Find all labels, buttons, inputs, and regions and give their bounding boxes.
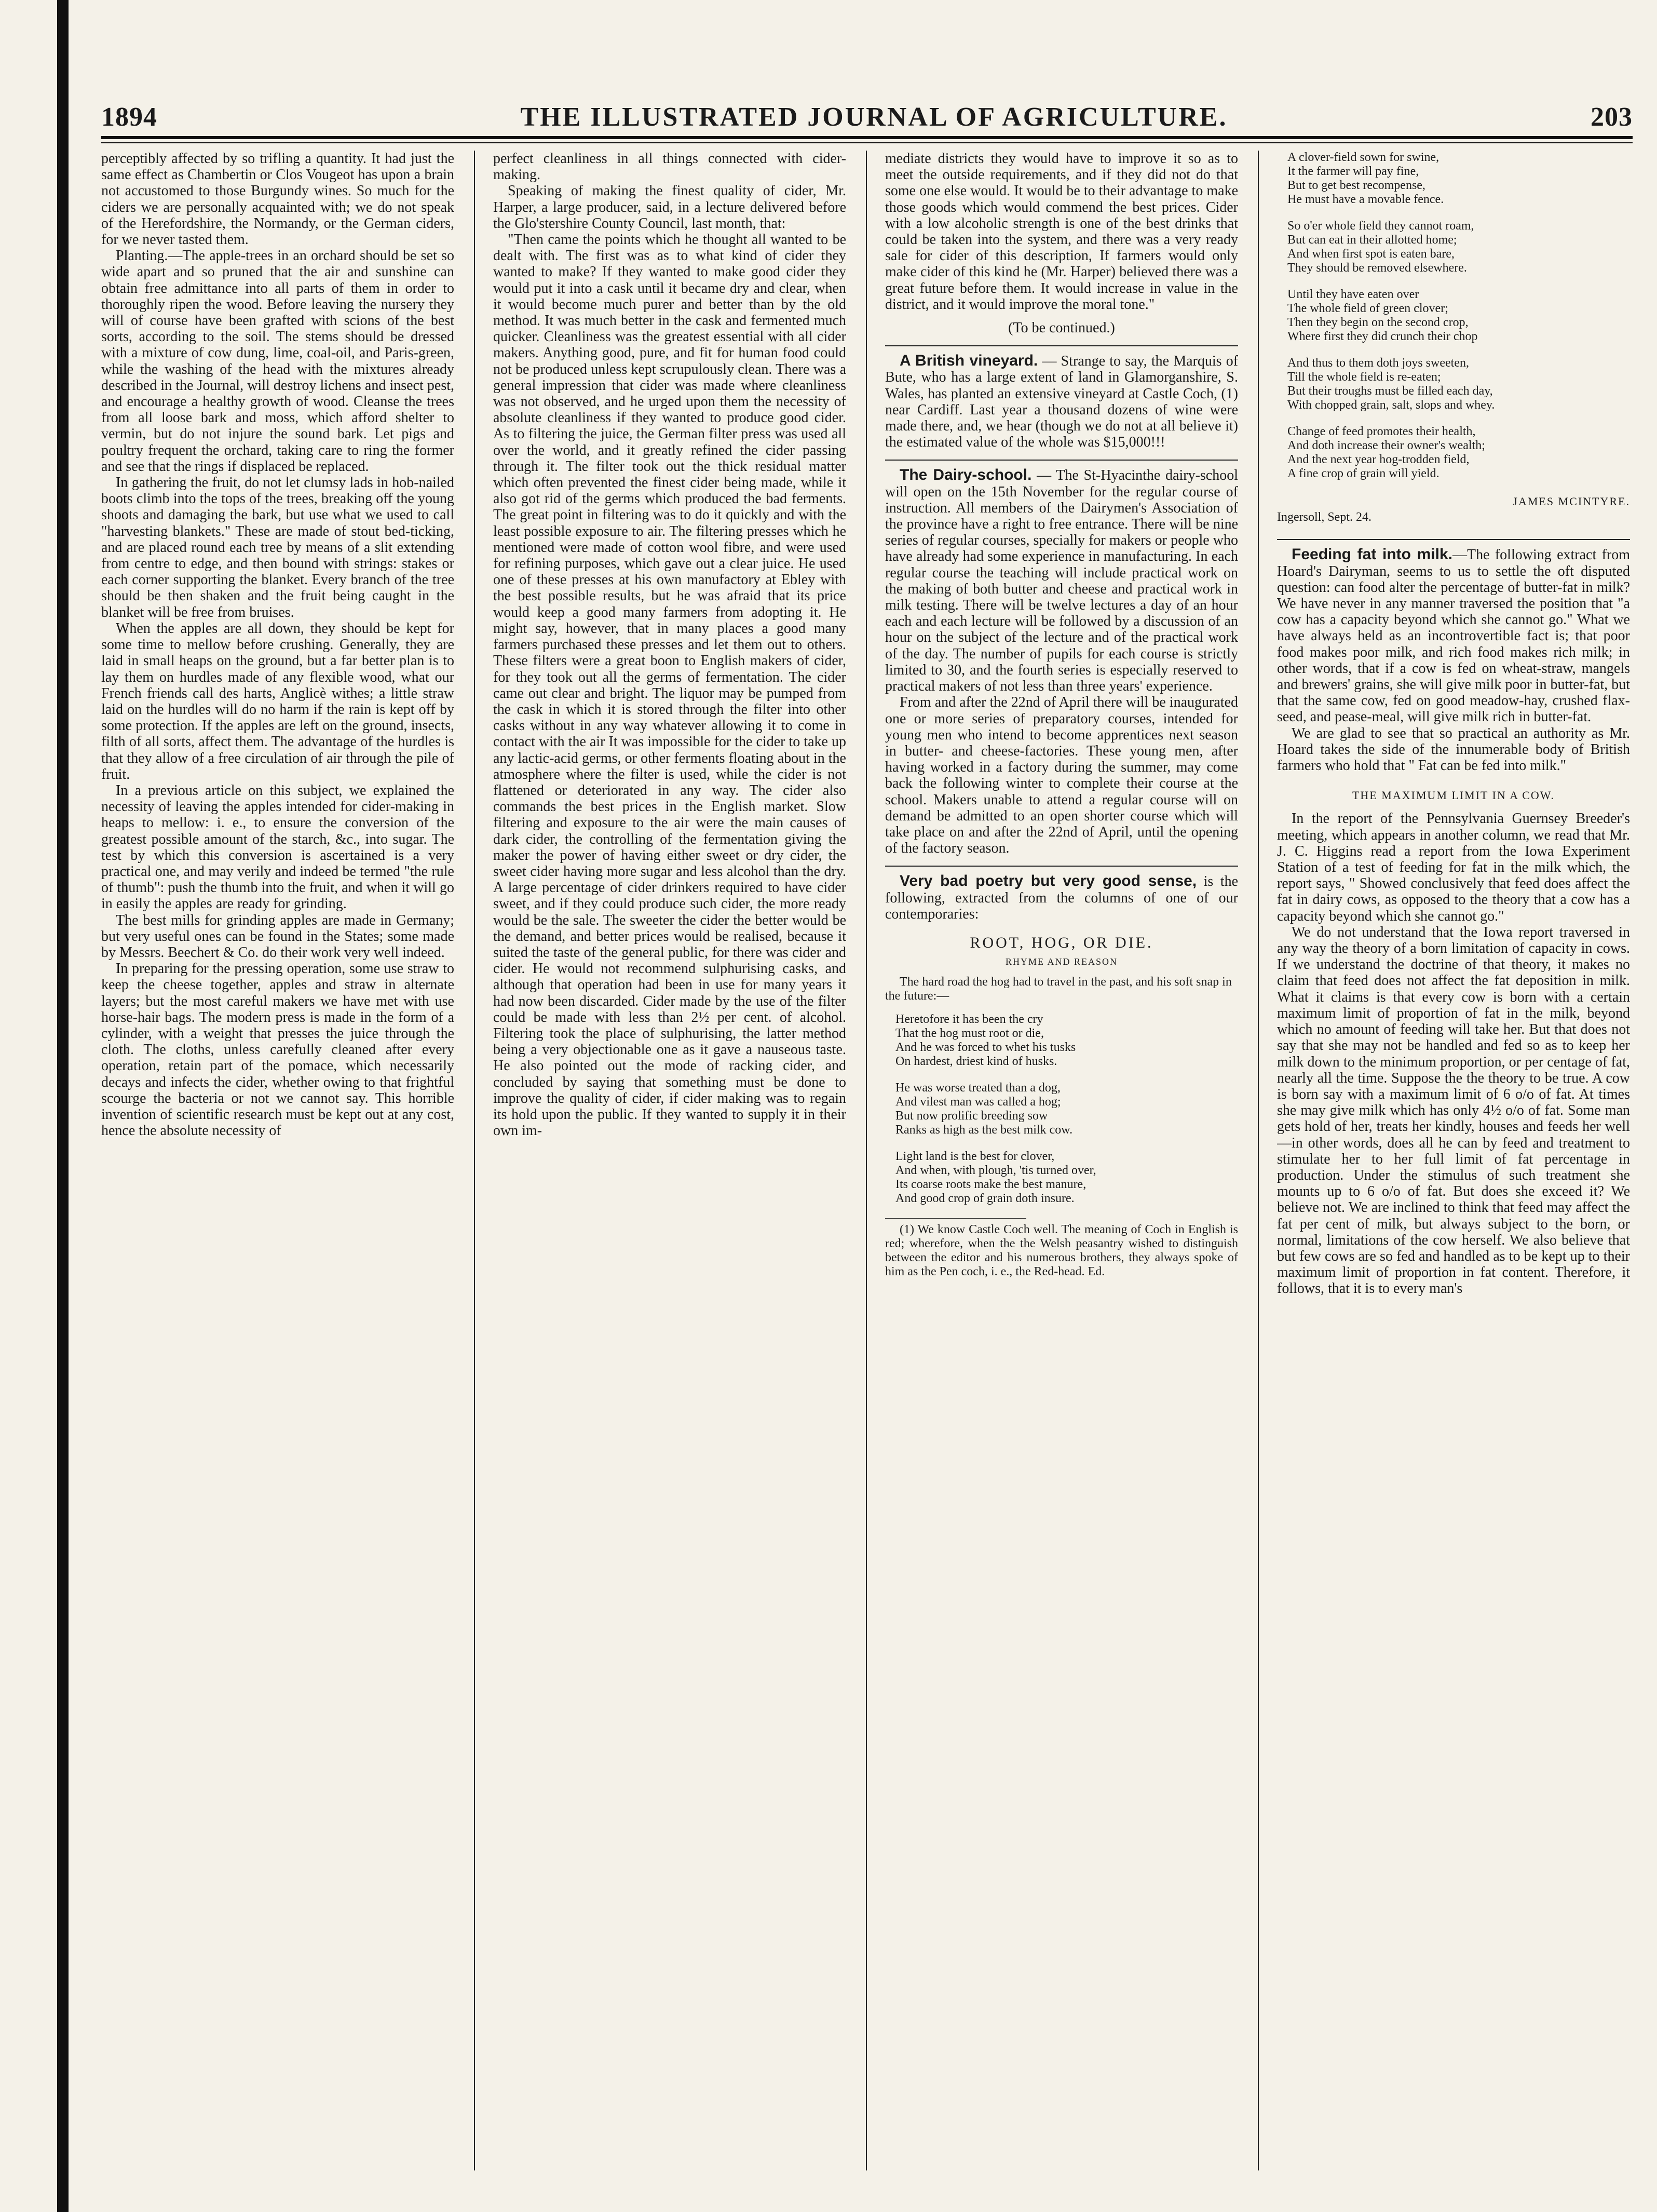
headline-vineyard: A British vineyard. [900,352,1038,370]
dairy-school-text: — The St-Hyacinthe dairy-school will open on the 15th November for the regular course of instruction. All members of the Dairymen's Association of the province have a right to free entrance. There will be nine series of regular courses, specially for makers or people who have already had some experience in manufacturing. In each regular course the teaching will include practical work on the making of both butter and cheese and practical work in milk testing. There will be twelve lectures a day of an hour each and each lecture will be followed by a discussion of an hour on the subject of the lecture and of the practical work of the day. The number of pupils for each course is strictly limited to 30, and the fourth series is especially reserved to practical makers of not less than three years' experience. [885,467,1238,695]
paragraph: In a previous article on this subject, we explained the necessity of leaving the apples intended for cider-making in heaps to mellow: i. e., to ensure the conversion of the greatest possible amount of the starch, &c., into sugar. The test by which this conversion is ascertained is a very practical one, and may verily and indeed be termed "the rule of thumb": push the thumb into the fruit, and when it will go in easily the apples are ready for grinding. [101,782,454,912]
footnote: (1) We know Castle Coch well. The meaning of Coch in English is red; wherefore, when the the Welsh peasantry wished to distinguish between the editor and his numerous brothers, they always spoke of him as the Pen coch, i. e., the Red-head. Ed. [885,1223,1238,1279]
paragraph-pressing: In preparing for the pressing operation, some use straw to keep the cheese together, apples and straw in alternate layers; but the most careful makers we have met with use horse-hair bags. The modern press is made in the form of a cylinder, with a weight that presses the juice through the cloth. The cloths, unless carefully cleaned after every operation, retain part of the pomace, which necessarily decays and infects the cider, whether owing to that frightful scourge the bacteria or not we cannot say. This horrible invention of scientific research must be kept out at any cost, hence the absolute necessity of [101,961,454,1139]
dateline: Ingersoll, Sept. 24. [1277,510,1371,524]
header-rule-thick [101,136,1633,139]
paragraph: perfect cleanliness in all things connected with cider-making. [493,151,846,183]
poem-subtitle: RHYME AND REASON [1005,956,1118,967]
stanza [1287,425,1630,481]
column-2 [493,151,846,2176]
stanza-text: A clover-field sown for swine, It the farmer will pay fine, But to get best recompense, He must have a movable fence. [1287,151,1444,206]
subheading-maximum-limit: THE MAXIMUM LIMIT IN A COW. [1352,789,1555,802]
stanza [1287,356,1630,412]
footnote-rule [885,1218,1026,1219]
article-feeding-fat [1277,546,1630,725]
page-number: 203 [1591,102,1633,132]
stanza-text: Light land is the best for clover, And when, with plough, 'tis turned over, Its coarse roots make the best manure, And good crop of grain doth insure. [895,1150,1096,1206]
section-rule [1277,539,1630,540]
paragraph: We do not understand that the Iowa report traversed in any way the theory of a born limitation of capacity in cows. If we understand the doctrine of that theory, it makes no claim that feed does not affect the fat deposition in milk. What it claims is that every cow is born with a certain maximum limit of proportion of fat in the milk, beyond which no amount of feeding will take her. But that does not say that she may not be handled and fed so as to keep her milk down to the minimum proportion, or per centage of fat, nearly all the time. Suppose the the theory to be true. A cow is born say with a maximum limit of 6 o/o of fat. At times she may give milk which has only 4½ o/o of fat. Some man gets hold of her, treats her kindly, houses and feeds her well—in other words, does all he can by feed and treatment to stimulate her to her full limit of fat percentage in production. Under the stimulus of such treatment she mounts up to 6 o/o of fat. But does she exceed it? We believe not. We are inclined to think that feed may affect the fat per cent of milk, but always subject to the born, or normal, limitations of the cow herself. We also believe that but few cows are so fed and handled as to be kept up to their maximum limit of proportion in fat content. Therefore, it follows, that it is to every man's [1277,924,1630,1297]
paragraph: Speaking of making the finest quality of cider, Mr. Harper, a large producer, said, in a lecture delivered before the Glo'stershire County Council, last month, that: [493,183,846,232]
vineyard-text: — Strange to say, the Marquis of Bute, who has a large extent of land in Glamorganshire, S. Wales, has planted an extensive vineyard at Castle Coch, (1) near Cardiff. Last year a thousand dozens of wine were made there, and, we hear (though we do not at all believe it) the estimated value of the whole was $15,000!!! [885,353,1238,451]
section-rule [885,460,1238,461]
running-header [101,86,1633,132]
paragraph-mills: The best mills for grinding apples are made in Germany; but very useful ones can be found in the States; some made by Messrs. Beechert & Co. do their work very well indeed. [101,912,454,961]
paragraph: perceptibly affected by so trifling a quantity. It had just the same effect as Chambertin or Clos Vougeot has upon a brain not accustomed to those Burgundy wines. So much for the ciders we are personally acquainted with; we do not speak of the Herefordshire, the Normandy, or the German ciders, for we never tasted them. [101,151,454,248]
stanza-text: Change of feed promotes their health, And doth increase their owner's wealth; And the next year hog-trodden field, A fine crop of grain will yield. [1287,425,1485,480]
stanza-text: Until they have eaten over The whole field of green clover; Then they begin on the second crop, Where first they did crunch their chop [1287,288,1478,343]
poem-lead: The hard road the hog had to travel in the past, and his soft snap in the future:— [885,975,1232,1003]
poetry-intro: is the following, extracted from the columns of one of our contemporaries: [885,873,1238,922]
poem [885,1013,1238,1206]
article-dairy-school [885,467,1238,694]
column-3 [885,151,1238,2176]
column-1 [101,151,454,2176]
stanza-text: And thus to them doth joys sweeten, Till the whole field is re-eaten; But their troughs must be filled each day, With chopped grain, salt, slops and whey. [1287,356,1495,412]
stanza [895,1150,1238,1206]
column-divider [1258,151,1259,2170]
paragraph: We are glad to see that so practical an authority as Mr. Hoard takes the side of the innumerable body of British farmers who hold that " Fat can be fed into milk." [1277,725,1630,774]
journal-page [101,0,1633,2212]
paragraph: mediate districts they would have to improve it so as to meet the outside requirements, and if they did not do that some one else would. It would be to their advantage to make those goods which would commend the best prices. Cider with a low alcoholic strength is one of the best drinks that could be taken into the system, and there was a very ready sale for cider of this description, If farmers would only make cider of this kind he (Mr. Harper) believed there was a great future before them. It would increase in value in the district, and it would improve the moral tone." [885,151,1238,313]
paragraph-planting: Planting.—The apple-trees in an orchard should be set so wide apart and so pruned that the air and sunshine can obtain free admittance into all parts of them in order to thoroughly ripen the wood. Before leaving the nursery they will of course have been grafted with scions of the best sorts, according to the soil. The stems should be dressed with a mixture of cow dung, lime, coal-oil, and Paris-green, while the washing of the head with the mixtures already described in the Journal, will destroy lichens and insect pest, and encourage a healthy growth of wood. Cleanse the trees from all loose bark and moss, which afford shelter to vermin, but do not injure the sound bark. Let pigs and poultry frequent the orchard, taking care to ring the former and see that the rings if displaced be replaced. [101,248,454,475]
poem-title: ROOT, HOG, OR DIE. [970,934,1153,951]
stanza-text: He was worse treated than a dog, And vilest man was called a hog; But now prolific breeding sow Ranks as high as the best milk cow. [895,1081,1073,1137]
stanza [1287,219,1630,275]
journal-title: THE ILLUSTRATED JOURNAL OF AGRICULTURE. [520,102,1228,132]
binding-edge [57,0,69,2212]
headline-dairy-school: The Dairy-school. [900,466,1032,484]
section-rule [885,866,1238,867]
paragraph-gathering: In gathering the fruit, do not let clumsy lads in hob-nailed boots climb into the tops of the trees, breaking off the young shoots and damaging the bark, but use what we used to call "harvesting blankets." These are made of stout bed-ticking, and are placed round each tree by means of a slit extending from centre to edge, and then bound with strings: stakes or each corner supporting the blanket. Every branch of the tree should be then shaken and the fruit being caught in the blanket will be free from bruises. [101,475,454,621]
stanza-text: So o'er whole field they cannot roam, But can eat in their allotted home; And when first spot is eaten bare, They should be removed elsewhere. [1287,219,1474,275]
header-rule-thin [101,142,1633,143]
headline-feeding-fat: Feeding fat into milk. [1292,546,1452,563]
section-rule [885,345,1238,346]
stanza [1287,288,1630,344]
quoted-lecture: "Then came the points which he thought all wanted to be dealt with. The first was as to what kind of cider they wanted to make? If they wanted to make good cider they would put it into a cask until it became dry and clear, when it would become much purer and better than by the old method. It was much better in the cask and fermented much quicker. Cleanliness was the greatest essential with all cider makers. Anything good, pure, and fit for human food could not be produced unless kept scrupulously clean. There was a general impression that cider was made where cleanliness was not observed, and he urged upon them the necessity of absolute cleanliness if they wanted to produce good cider. As to filtering the juice, the German filter press was used all over the world, and it greatly refined the cider passing through it. The filter took out the thick residual matter which often prevented the finest cider being made, while it also got rid of the germs which produced the bad ferments. The great point in filtering was to do it quickly and with the least possible exposure to air. The filtering presses which he mentioned were made of cotton wool fibre, and were used for refining purposes, which gave out a clear juice. He used one of these presses at his own manufactory at Ebley with the best possible results, but he was afraid that its price would keep a good many farmers from adopting it. He might say, however, that in many places a good many farmers purchased these presses and let them out to others. These filters were a great boon to English makers of cider, for they took out all the germs of fermentation. The cider came out clear and bright. The liquor may be pumped from the cask in which it is stored through the filter into other casks without in any way whatever allowing it to come in contact with the air It was impossible for the cider to take up any lactic-acid germs, or other ferments floating about in the atmosphere where the filter is used, while the cider is not flattened or deteriorated in any way. The cider also commands the best prices in the English market. Slow filtering and exposure to the air were the main causes of dark cider, the controlling of the fermentation giving the maker the power of having either sweet or dry cider, the sweet cider having more sugar and less alcohol than the dry. A large percentage of cider drinkers required to have cider sweet, and if they could produce such cider, the more ready would be the sale. The sweeter the cider the better would be the demand, and better prices would be realised, because it suited the taste of the general public, for there was cider and cider. He would not recommend sulphurising casks, and although that operation had been in use for many years it had now been discarded. Cider made by the use of the filter could be made with less than 2½ per cent. of alcohol. Filtering took the place of sulphurising, the latter method being a very objectionable one as it gave a nauseous taste. He also pointed out the mode of racking cider, and concluded by saying that something must be done to improve the quality of cider, if cider making was to regain its hold upon the public. If they wanted to supply it in their own im- [493,232,846,1139]
article-vineyard [885,353,1238,450]
feeding-fat-text: —The following extract from Hoard's Dairyman, seems to us to settle the oft disputed question: can food alter the percentage of butter-fat in milk? We have never in any manner traversed the position that "a cow has a capacity beyond which she cannot go." What we have always held as an incontrovertible fact is; that poor food makes poor milk, and rich food makes rich milk; in other words, that if a cow is fed on wheat-straw, mangels and brewers' grains, she will give milk poor in butter-fat, but that the same cow, fed on good meadow-hay, crushed flax-seed, and pease-meal, will give milk rich in butter-fat. [1277,547,1630,725]
article-poetry [885,873,1238,922]
headline-poetry: Very bad poetry but very good sense, [900,872,1197,890]
paragraph: From and after the 22nd of April there will be inaugurated one or more series of preparatory courses, intended for young men who intend to become apprentices next season in butter- and cheese-factories. These young men, after having worked in a factory during the summer, may come back the following winter to complete their course at the school. Makers unable to attend a regular course will on demand be admitted to an open shorter course which will take place on and after the 22nd of April, until the opening of the factory season. [885,694,1238,857]
stanza [1287,151,1630,207]
stanza-text: Heretofore it has been the cry That the hog must root or die, And he was forced to whet his tusks On hardest, driest kind of husks. [895,1013,1076,1069]
header-year: 1894 [101,102,157,132]
column-4 [1277,151,1630,2176]
paragraph-mellowing: When the apples are all down, they should be kept for some time to mellow before crushing. Generally, they are laid in small heaps on the ground, but a far better plan is to lay them on hurdles made of any flexible wood, what our French friends call des harts, Anglicè withes; a little straw laid on the hurdles will do no harm if the rain is kept off by some protection. If the apples are left on the ground, insects, filth of all sorts, affect them. The advantage of the hurdles is that they allow of a free circulation of air through the pile of fruit. [101,620,454,783]
column-divider [474,151,475,2170]
column-divider [866,151,867,2170]
to-be-continued: (To be continued.) [1008,320,1115,336]
author-signature: JAMES MCINTYRE. [1513,495,1630,508]
poem-continued [1277,151,1630,481]
stanza [895,1013,1238,1069]
stanza [895,1081,1238,1137]
paragraph: In the report of the Pennsylvania Guernsey Breeder's meeting, which appears in another column, we read that Mr. J. C. Higgins read a report from the Iowa Experiment Station of a test of feeding for fat in the milk which, the report says, " Showed conclusively that feed does affect the fat in dairy cows, as opposed to the theory that a cow has a capacity beyond which she cannot go." [1277,811,1630,924]
